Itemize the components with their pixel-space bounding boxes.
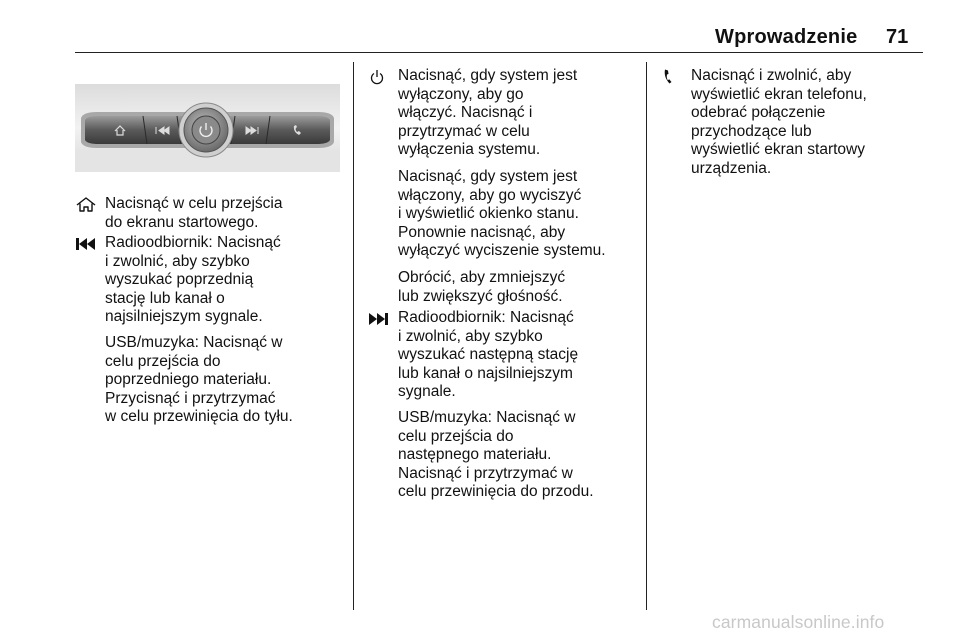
column-divider-2 — [646, 62, 647, 610]
power-icon — [368, 68, 390, 86]
control-panel-illustration — [75, 84, 340, 172]
phone-description: Nacisnąć i zwolnić, aby wyświetlić ekran telefonu, odebrać połączenie przychodzące lub wyświetlić ekran startowy urządzenia. — [691, 67, 867, 177]
power-mute-description: Nacisnąć, gdy system jest włączony, aby go wyciszyć i wyświetlić okienko stanu. Ponownie nacisnąć, aby wyłączyć wyciszenie systemu. — [398, 168, 606, 259]
next-usb-description: USB/muzyka: Nacisnąć w celu przejścia do następnego materiału. Nacisnąć i przytrzymać w celu przewinięcia do przodu. — [398, 409, 594, 500]
home-icon — [75, 196, 97, 214]
power-description: Nacisnąć, gdy system jest wyłączony, aby go włączyć. Nacisnąć i przytrzymać w celu wyłączenia systemu. — [398, 67, 578, 158]
phone-icon — [661, 68, 683, 86]
power-volume-description: Obrócić, aby zmniejszyć lub zwiększyć głośność. — [398, 269, 566, 305]
previous-description: Radioodbiornik: Nacisnąć i zwolnić, aby szybko wyszukać poprzednią stację lub kanał o najsilniejszym sygnale. — [105, 234, 281, 325]
column-divider-1 — [353, 62, 354, 610]
previous-usb-description: USB/muzyka: Nacisnąć w celu przejścia do poprzedniego materiału. Przycisnąć i przytrzymać w celu przewinięcia do tyłu. — [105, 334, 293, 425]
watermark: carmanualsonline.info — [712, 612, 885, 632]
skip-back-icon — [75, 235, 97, 253]
home-description: Nacisnąć w celu przejścia do ekranu startowego. — [105, 195, 283, 231]
page-header-title: Wprowadzenie — [715, 26, 858, 48]
next-description: Radioodbiornik: Nacisnąć i zwolnić, aby szybko wyszukać następną stację lub kanał o najsilniejszym sygnale. — [398, 309, 579, 400]
header-rule — [75, 52, 923, 53]
page-number: 71 — [886, 26, 909, 48]
skip-forward-icon — [368, 310, 390, 328]
